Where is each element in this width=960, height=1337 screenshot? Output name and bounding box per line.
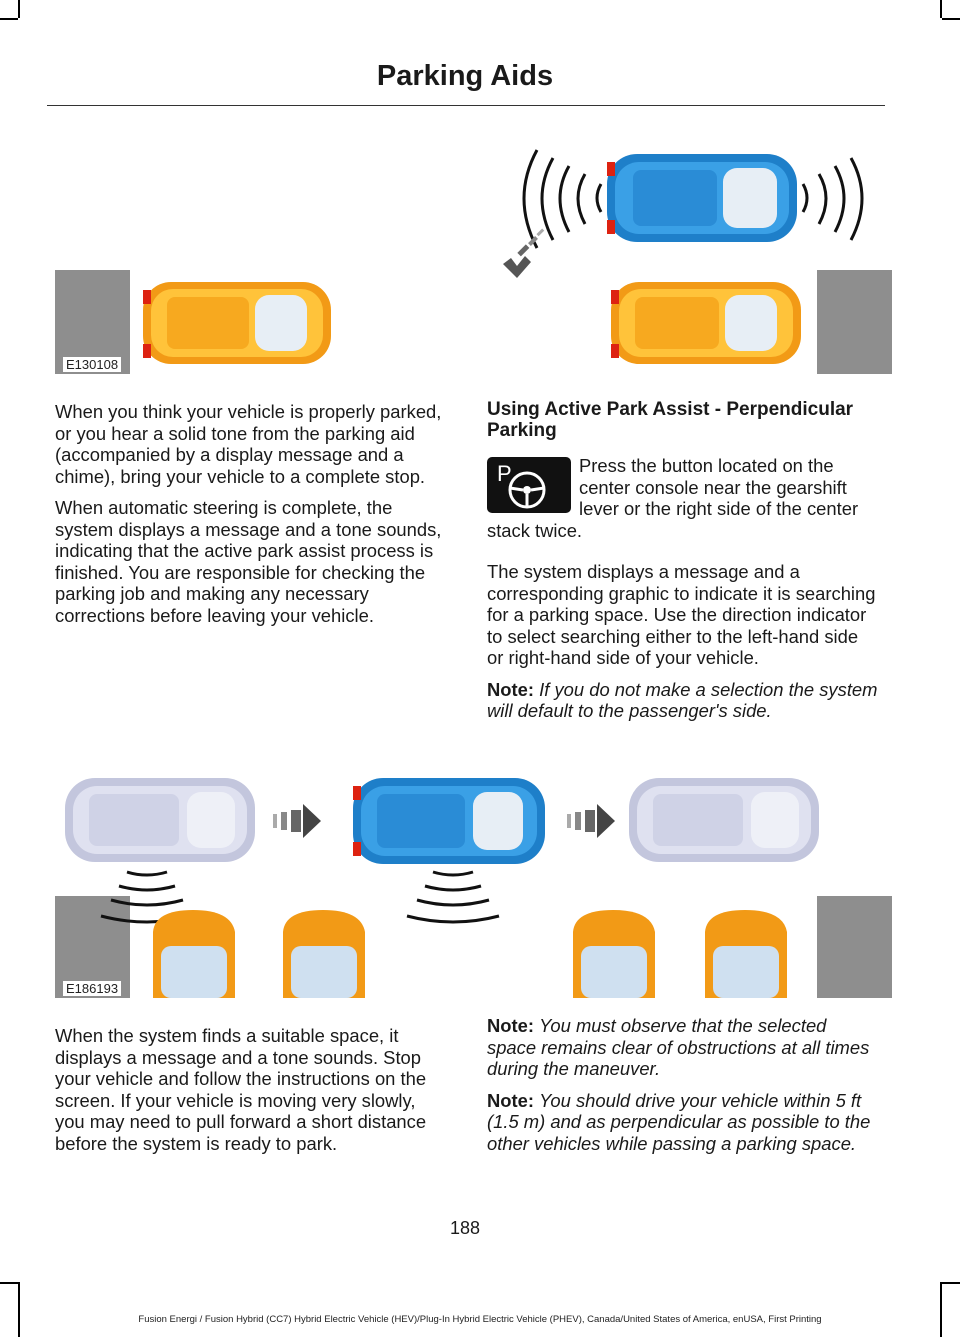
parking-scan-illustration	[55, 140, 892, 374]
crop-mark	[18, 1282, 20, 1337]
crop-mark	[940, 1282, 942, 1337]
steering-wheel-icon	[487, 457, 571, 513]
paragraph: When automatic steering is complete, the system displays a message and a tone sounds, indicating that the active park assist process is finished. You are responsible for checking the parking job and making any necessary corrections before leaving your vehicle.	[55, 497, 442, 626]
right-arrow-icon	[567, 804, 615, 838]
crop-mark	[942, 18, 960, 20]
park-assist-button-icon	[487, 457, 571, 513]
header-rule	[47, 105, 885, 106]
crop-mark	[940, 0, 942, 18]
figure-label: E186193	[63, 981, 121, 996]
right-arrow-icon	[273, 804, 321, 838]
searching-car	[607, 154, 797, 242]
page-title: Parking Aids	[376, 60, 554, 92]
left-column-top	[55, 401, 447, 636]
right-column-top	[487, 399, 879, 732]
figure-label: E130108	[63, 357, 121, 372]
car-middle	[353, 778, 545, 864]
note-label: Note:	[487, 678, 534, 700]
search-sequence-illustration	[55, 764, 892, 998]
svg-text:P: P	[497, 461, 512, 486]
car-left	[65, 778, 255, 862]
note	[487, 1090, 879, 1155]
footer-text: Fusion Energi / Fusion Hybrid (CC7) Hybrid Electric Vehicle (HEV)/Plug-In Hybrid Electric Vehicle (PHEV), Canada/United States of America, enUSA, First Printing	[138, 1314, 822, 1325]
figure-perpendicular-parking-scan	[55, 140, 892, 374]
crop-mark	[0, 18, 18, 20]
left-column-bottom	[55, 1025, 447, 1164]
section-heading: Using Active Park Assist - Perpendicular Parking	[487, 399, 854, 441]
note-label: Note:	[487, 1089, 534, 1111]
paragraph: When you think your vehicle is properly parked, or you hear a solid tone from the parking aid (accompanied by a display message and a chime), bring your vehicle to a complete stop.	[55, 401, 442, 487]
note-text: You should drive your vehicle within 5 ft (1.5 m) and as perpendicular as possible to the other vehicles while passing a parking space.	[487, 1089, 871, 1154]
paragraph: When the system finds a suitable space, it displays a message and a tone sounds. Stop your vehicle and follow the instructions on the screen. If your vehicle is moving very slowly, you may need to pull forward a short distance before the system is ready to park.	[55, 1025, 427, 1154]
note	[487, 1015, 879, 1080]
car-right	[629, 778, 819, 862]
parked-car-left	[143, 282, 331, 364]
crop-mark	[0, 1282, 18, 1284]
parked-car-right	[611, 282, 801, 364]
paragraph: The system displays a message and a corresponding graphic to indicate it is searching for a parking space. Use the direction indicator to select searching either to the left-hand side or right-hand side of your vehicle.	[487, 561, 876, 668]
right-column-bottom	[487, 1015, 879, 1164]
crop-mark	[18, 0, 20, 18]
note-label: Note:	[487, 1015, 534, 1036]
note-text: You must observe that the selected space remains clear of obstructions at all times during the maneuver.	[487, 1015, 870, 1079]
figure-search-sequence	[55, 764, 892, 998]
direction-arrow	[503, 228, 544, 278]
note	[487, 679, 879, 722]
parked-cars-row	[153, 910, 787, 998]
page-number: 188	[449, 1218, 481, 1238]
crop-mark	[942, 1282, 960, 1284]
note-text: If you do not make a selection the system will default to the passenger's side.	[487, 678, 878, 721]
paragraph: Press the button located on the center console near the gearshift lever or the right side of the center stack twice.	[487, 455, 859, 541]
